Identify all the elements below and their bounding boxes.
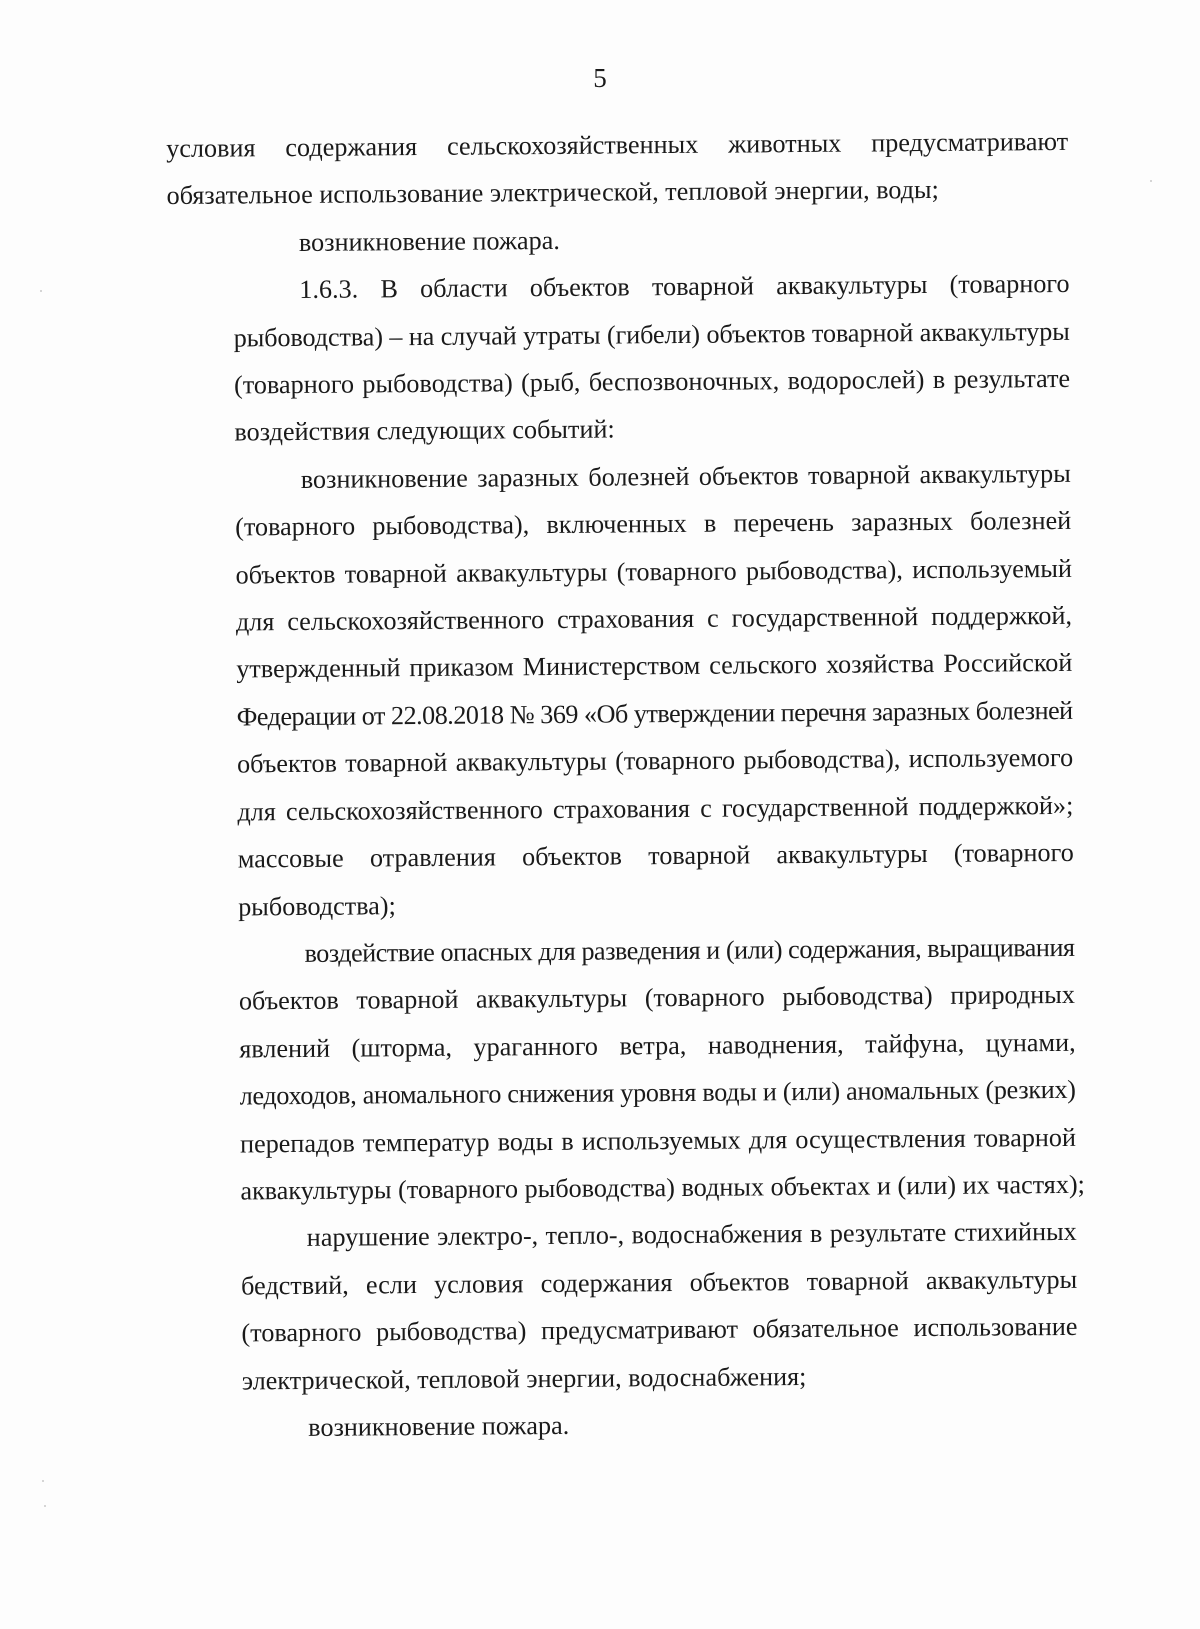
text-line: перепадов температур воды в используемых для осуществления товарной bbox=[239, 1122, 1077, 1158]
text-line: возникновение заразных болезней объектов товарной аквакультуры bbox=[300, 458, 1071, 494]
paragraph bbox=[172, 924, 1085, 1216]
page-number: 5 bbox=[593, 63, 607, 93]
text-line: электрической, тепловой энергии, водоснабжения; bbox=[241, 1361, 807, 1396]
text-line: (товарного рыбоводства) предусматривают обязательное использование bbox=[241, 1312, 1078, 1348]
document-body bbox=[166, 118, 1085, 1452]
scan-speck bbox=[42, 1480, 44, 1482]
text-line: объектов товарной аквакультуры (товарного рыбоводства) природных bbox=[238, 980, 1075, 1016]
text-line: массовые отравления объектов товарной аквакультуры (товарного bbox=[237, 837, 1074, 874]
text-line: утвержденный приказом Министерством сельского хозяйства Российской bbox=[236, 648, 1073, 684]
text-line: обязательное использование электрической, тепловой энергии, воды; bbox=[166, 175, 939, 211]
text-line: рыбоводства) – на случай утраты (гибели) объектов товарной аквакультуры bbox=[233, 316, 1070, 353]
text-line: (товарного рыбоводства), включенных в перечень заразных болезней bbox=[235, 506, 1072, 542]
text-line: объектов товарной аквакультуры (товарного рыбоводства), используемого bbox=[236, 743, 1074, 779]
text-line: для сельскохозяйственного страхования с государственной поддержкой»; bbox=[237, 790, 1074, 827]
text-line: воздействия следующих событий: bbox=[234, 414, 615, 447]
text-line: для сельскохозяйственного страхования с государственной поддержкой, bbox=[235, 600, 1073, 637]
text-line: 1.6.3. В области объектов товарной аквакультуры (товарного bbox=[299, 269, 1070, 305]
paragraph bbox=[167, 260, 1070, 457]
text-line: рыбоводства); bbox=[238, 890, 396, 921]
paragraph bbox=[175, 1208, 1078, 1405]
text-line: бедствий, если условия содержания объектов товарной аквакультуры bbox=[241, 1264, 1078, 1301]
text-line: объектов товарной аквакультуры (товарного рыбоводства), используемый bbox=[235, 553, 1073, 590]
scan-speck bbox=[40, 290, 42, 292]
text-line: нарушение электро-, тепло-, водоснабжения в результате стихийных bbox=[306, 1217, 1077, 1253]
text-line: явлений (шторма, ураганного ветра, наводнения, тайфуна, цунами, bbox=[239, 1027, 1076, 1064]
text-line: возникновение пожара. bbox=[308, 1410, 570, 1442]
paragraph bbox=[166, 118, 1069, 220]
scan-speck bbox=[1150, 180, 1152, 182]
paragraph bbox=[176, 1398, 1078, 1452]
text-line: воздействие опасных для разведения и (или) содержания, выращивания bbox=[304, 932, 1075, 968]
text-line: (товарного рыбоводства) (рыб, беспозвоночных, водорослей) в результате bbox=[233, 363, 1071, 400]
paragraph bbox=[167, 213, 1069, 267]
scan-speck bbox=[44, 1505, 46, 1507]
text-line: Федерации от 22.08.2018 № 369 «Об утверждении перечня заразных болезней bbox=[236, 695, 1073, 732]
text-line: возникновение пожара. bbox=[298, 225, 560, 257]
text-line: ледоходов, аномального снижения уровня воды и (или) аномальных (резких) bbox=[239, 1075, 1076, 1111]
paragraph bbox=[169, 450, 1075, 931]
text-line: условия содержания сельскохозяйственных животных предусматривают bbox=[166, 126, 1069, 163]
text-line: аквакультуры (товарного рыбоводства) водных объектах и (или) их частях); bbox=[240, 1169, 1085, 1206]
